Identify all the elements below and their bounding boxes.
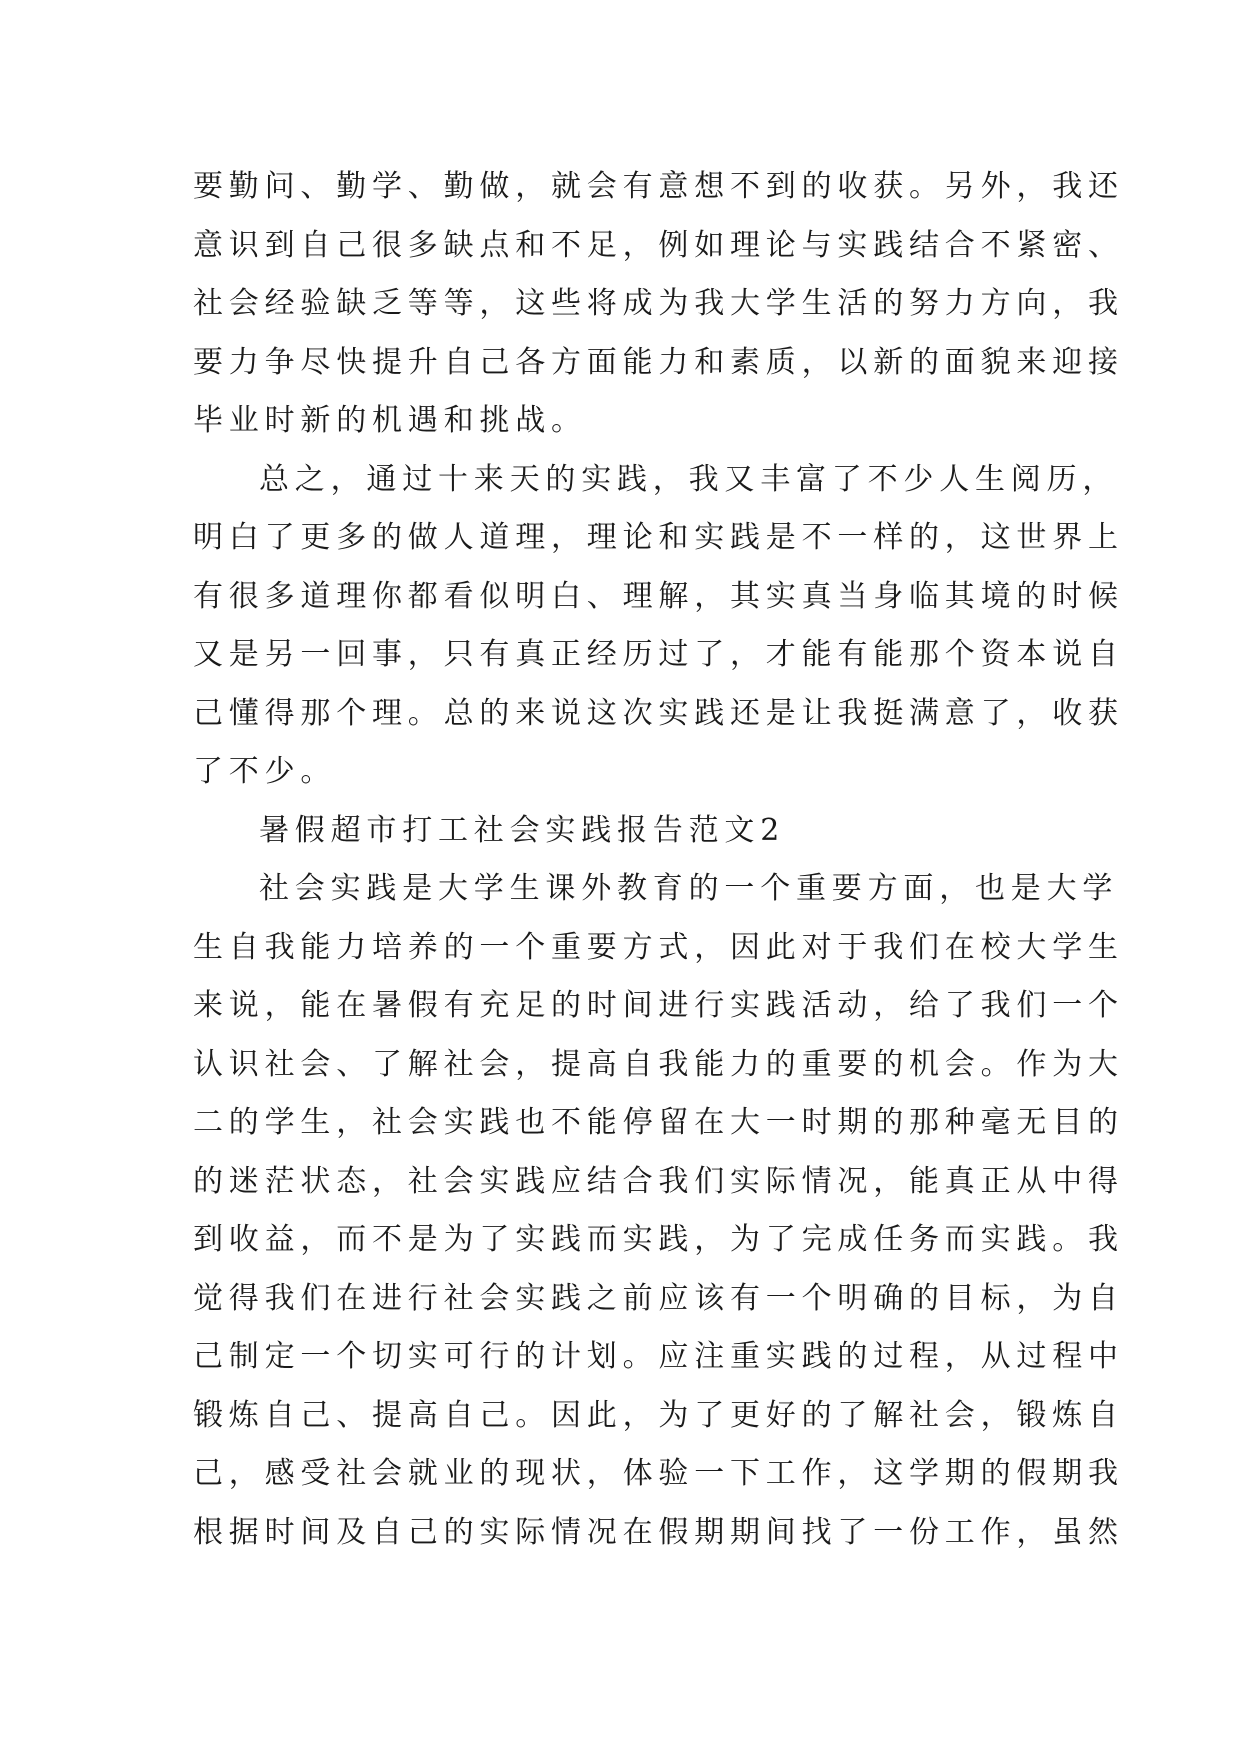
text-line: 要力争尽快提升自己各方面能力和素质，以新的面貌来迎接 bbox=[193, 344, 1124, 380]
section-heading: 暑假超市打工社会实践报告范文2 bbox=[259, 812, 786, 848]
text-line: 觉得我们在进行社会实践之前应该有一个明确的目标，为自 bbox=[193, 1280, 1124, 1316]
text-line: 到收益，而不是为了实践而实践，为了完成任务而实践。我 bbox=[193, 1222, 1124, 1257]
text-line: 的迷茫状态，社会实践应结合我们实际情况，能真正从中得 bbox=[193, 1163, 1124, 1199]
text-line: 己懂得那个理。总的来说这次实践还是让我挺满意了，收获 bbox=[193, 695, 1124, 731]
text-line: 己，感受社会就业的现状，体验一下工作，这学期的假期我 bbox=[193, 1456, 1124, 1491]
text-line: 要勤问、勤学、勤做，就会有意想不到的收获。另外，我还 bbox=[193, 169, 1124, 204]
paragraph-first-line: 社会实践是大学生课外教育的一个重要方面，也是大学 bbox=[259, 871, 1119, 906]
text-line: 锻炼自己、提高自己。因此，为了更好的了解社会，锻炼自 bbox=[193, 1397, 1124, 1433]
text-line: 明白了更多的做人道理，理论和实践是不一样的，这世界上 bbox=[193, 520, 1124, 555]
text-line: 毕业时新的机遇和挑战。 bbox=[193, 403, 587, 438]
paragraph-first-line: 总之，通过十来天的实践，我又丰富了不少人生阅历， bbox=[259, 461, 1119, 497]
text-line: 社会经验缺乏等等，这些将成为我大学生活的努力方向，我 bbox=[193, 286, 1124, 321]
text-line: 根据时间及自己的实际情况在假期期间找了一份工作，虽然 bbox=[193, 1514, 1124, 1550]
text-line: 又是另一回事，只有真正经历过了，才能有能那个资本说自 bbox=[193, 637, 1124, 672]
text-line: 来说，能在暑假有充足的时间进行实践活动，给了我们一个 bbox=[193, 988, 1124, 1023]
text-line: 二的学生，社会实践也不能停留在大一时期的那种毫无目的 bbox=[193, 1105, 1124, 1140]
text-line: 生自我能力培养的一个重要方式，因此对于我们在校大学生 bbox=[193, 929, 1124, 965]
document-body bbox=[193, 158, 1124, 1562]
text-line: 有很多道理你都看似明白、理解，其实真当身临其境的时候 bbox=[193, 578, 1124, 614]
text-line: 己制定一个切实可行的计划。应注重实践的过程，从过程中 bbox=[193, 1339, 1124, 1374]
text-line: 认识社会、了解社会，提高自我能力的重要的机会。作为大 bbox=[193, 1046, 1124, 1082]
text-line: 了不少。 bbox=[193, 754, 337, 789]
text-line: 意识到自己很多缺点和不足，例如理论与实践结合不紧密、 bbox=[193, 227, 1124, 263]
